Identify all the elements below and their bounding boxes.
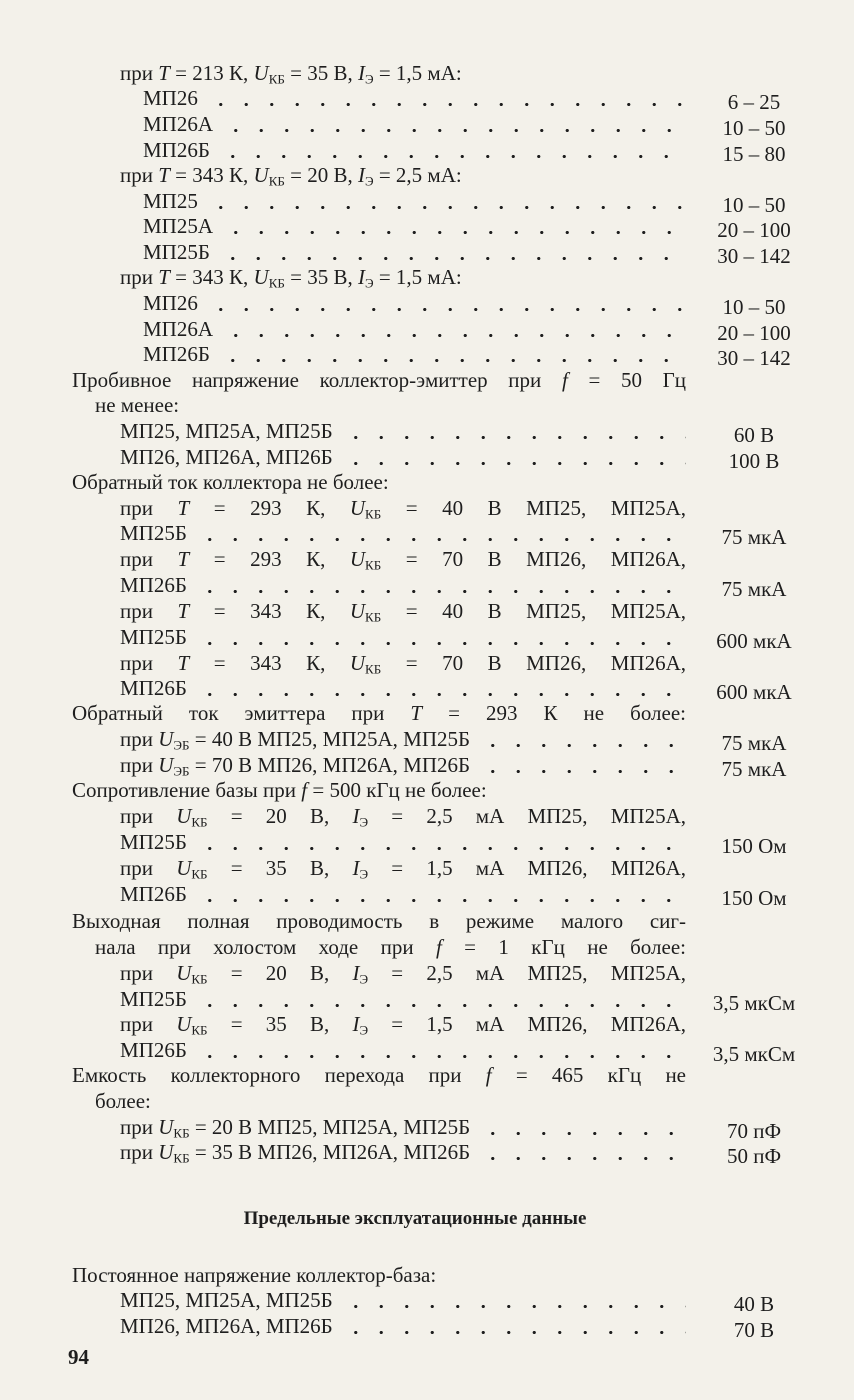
dot-leader — [195, 572, 686, 598]
spec-row — [0, 675, 854, 704]
dot-leader — [221, 316, 686, 342]
spec-row — [0, 1287, 854, 1316]
dot-leader — [341, 1313, 686, 1339]
justified-text-line: при $U_{КБ} = 20$ В, $I_Э = 2,5$ мА МП25, МП25А, — [120, 804, 686, 830]
spec-label: МП26Б — [143, 342, 210, 366]
text-line: при T = 343 К, $U_{КБ} = 20$ В, $I_Э = 2,5$ мА: — [120, 163, 462, 189]
dot-leader — [195, 675, 686, 701]
spec-label: МП26А — [143, 317, 214, 341]
justified-text-line: Емкость коллекторного перехода при f = 465 кГц не — [72, 1063, 686, 1087]
spec-row — [0, 752, 854, 781]
spec-label: МП26Б — [120, 882, 187, 906]
justified-text-line: при T = 343 К, $U_{КБ} = 40$ В МП25, МП25А, — [120, 599, 686, 625]
text-line: Обратный ток коллектора не более: — [72, 470, 389, 494]
spec-row — [0, 1114, 854, 1143]
spec-label: МП25, МП25А, МП25Б — [120, 1288, 333, 1312]
dot-leader — [341, 444, 686, 470]
spec-value: 30 – 142 — [717, 346, 791, 370]
dot-leader — [478, 1114, 686, 1140]
dot-leader — [221, 213, 686, 239]
justified-text-line: при T = 343 К, $U_{КБ} = 70$ В МП26, МП26А, — [120, 651, 686, 677]
spec-value: 3,5 мкСм — [712, 1042, 796, 1066]
spec-value: 75 мкА — [721, 525, 787, 549]
spec-value: 15 – 80 — [722, 142, 786, 166]
dot-leader — [218, 239, 686, 265]
spec-row — [0, 881, 854, 910]
spec-value: 600 мкА — [716, 629, 792, 653]
justified-text-line: при $U_{КБ} = 35$ В, $I_Э = 1,5$ мА МП26, МП26А, — [120, 856, 686, 882]
spec-label: МП26 — [143, 291, 198, 315]
spec-value: 6 – 25 — [727, 90, 781, 114]
spec-label: при $U_{ЭБ} = 70$ В МП26, МП26А, МП26Б — [120, 753, 471, 779]
spec-value: 50 пФ — [726, 1144, 782, 1168]
spec-label: МП26А — [143, 112, 214, 136]
spec-row — [0, 1313, 854, 1342]
spec-label: при $U_{ЭБ} = 40$ В МП25, МП25А, МП25Б — [120, 727, 471, 753]
dot-leader — [206, 85, 686, 111]
dot-leader — [341, 418, 686, 444]
dot-leader — [195, 829, 686, 855]
spec-value: 3,5 мкСм — [712, 991, 796, 1015]
text-line: Постоянное напряжение коллектор-база: — [72, 1263, 437, 1287]
dot-leader — [195, 624, 686, 650]
spec-row — [0, 624, 854, 653]
spec-label: МП26, МП26А, МП26Б — [120, 1314, 333, 1338]
dot-leader — [341, 1287, 686, 1313]
spec-value: 10 – 50 — [722, 116, 786, 140]
spec-row — [0, 188, 854, 217]
spec-label: МП26Б — [120, 573, 187, 597]
spec-value: 75 мкА — [721, 757, 787, 781]
dot-leader — [218, 341, 686, 367]
spec-value: 30 – 142 — [717, 244, 791, 268]
spec-value: 150 Ом — [721, 834, 787, 858]
dot-leader — [195, 520, 686, 546]
text-line: при T = 343 К, $U_{КБ} = 35$ В, $I_Э = 1,5$ мА: — [120, 265, 462, 291]
spec-label: МП26Б — [143, 138, 210, 162]
text-line: Сопротивление базы при f = 500 кГц не более: — [72, 778, 487, 802]
dot-leader — [206, 290, 686, 316]
justified-text-line: Обратный ток эмиттера при T = 293 К не более: — [72, 701, 686, 725]
justified-text-line: при T = 293 К, $U_{КБ} = 40$ В МП25, МП25А, — [120, 496, 686, 522]
spec-value: 100 В — [728, 449, 780, 473]
spec-label: МП26Б — [120, 676, 187, 700]
text-line: не менее: — [95, 393, 180, 417]
spec-value: 150 Ом — [721, 886, 787, 910]
spec-label: МП25Б — [120, 830, 187, 854]
spec-row — [0, 341, 854, 370]
spec-label: МП25Б — [120, 987, 187, 1011]
justified-text-line: при $U_{КБ} = 35$ В, $I_Э = 1,5$ мА МП26, МП26А, — [120, 1012, 686, 1038]
spec-row — [0, 726, 854, 755]
spec-label: МП25А — [143, 214, 214, 238]
spec-row — [0, 290, 854, 319]
spec-label: при $U_{КБ} = 20$ В МП25, МП25А, МП25Б — [120, 1115, 471, 1141]
spec-row — [0, 239, 854, 268]
justified-text-line: при T = 293 К, $U_{КБ} = 70$ В МП26, МП26А, — [120, 547, 686, 573]
dot-leader — [478, 1139, 686, 1165]
text-line: при T = 213 К, $U_{КБ} = 35$ В, $I_Э = 1,5$ мА: — [120, 61, 462, 87]
spec-label: МП25Б — [120, 625, 187, 649]
justified-text-line: Пробивное напряжение коллектор-эмиттер при f = 50 Гц — [72, 368, 686, 392]
dot-leader — [195, 986, 686, 1012]
spec-row — [0, 1139, 854, 1168]
spec-row — [0, 520, 854, 549]
spec-label: при $U_{КБ} = 35$ В МП26, МП26А, МП26Б — [120, 1140, 471, 1166]
spec-label: МП26Б — [120, 1038, 187, 1062]
spec-value: 60 В — [733, 423, 775, 447]
spec-value: 600 мкА — [716, 680, 792, 704]
justified-text-line: нала при холостом ходе при f = 1 кГц не более: — [95, 935, 686, 959]
spec-value: 10 – 50 — [722, 193, 786, 217]
spec-row — [0, 316, 854, 345]
spec-row — [0, 1037, 854, 1066]
spec-value: 70 пФ — [726, 1119, 782, 1143]
spec-row — [0, 829, 854, 858]
spec-value: 10 – 50 — [722, 295, 786, 319]
dot-leader — [221, 111, 686, 137]
spec-label: МП25, МП25А, МП25Б — [120, 419, 333, 443]
text-line: более: — [95, 1089, 151, 1113]
spec-row — [0, 572, 854, 601]
spec-row — [0, 137, 854, 166]
dot-leader — [478, 752, 686, 778]
spec-row — [0, 418, 854, 447]
spec-label: МП25 — [143, 189, 198, 213]
spec-label: МП25Б — [120, 521, 187, 545]
spec-value: 20 – 100 — [717, 321, 791, 345]
dot-leader — [478, 726, 686, 752]
spec-label: МП26, МП26А, МП26Б — [120, 445, 333, 469]
section-heading: Предельные эксплуатационные данные — [243, 1208, 587, 1229]
dot-leader — [195, 881, 686, 907]
spec-row — [0, 444, 854, 473]
page-number: 94 — [68, 1345, 89, 1369]
spec-value: 20 – 100 — [717, 218, 791, 242]
spec-value: 70 В — [733, 1318, 775, 1342]
spec-value: 75 мкА — [721, 577, 787, 601]
spec-label: МП26 — [143, 86, 198, 110]
dot-leader — [218, 137, 686, 163]
spec-row — [0, 986, 854, 1015]
justified-text-line: при $U_{КБ} = 20$ В, $I_Э = 2,5$ мА МП25, МП25А, — [120, 961, 686, 987]
spec-value: 75 мкА — [721, 731, 787, 755]
spec-value: 40 В — [733, 1292, 775, 1316]
justified-text-line: Выходная полная проводимость в режиме малого сиг- — [72, 909, 686, 933]
dot-leader — [195, 1037, 686, 1063]
spec-row — [0, 213, 854, 242]
spec-row — [0, 85, 854, 114]
spec-row — [0, 111, 854, 140]
spec-label: МП25Б — [143, 240, 210, 264]
dot-leader — [206, 188, 686, 214]
